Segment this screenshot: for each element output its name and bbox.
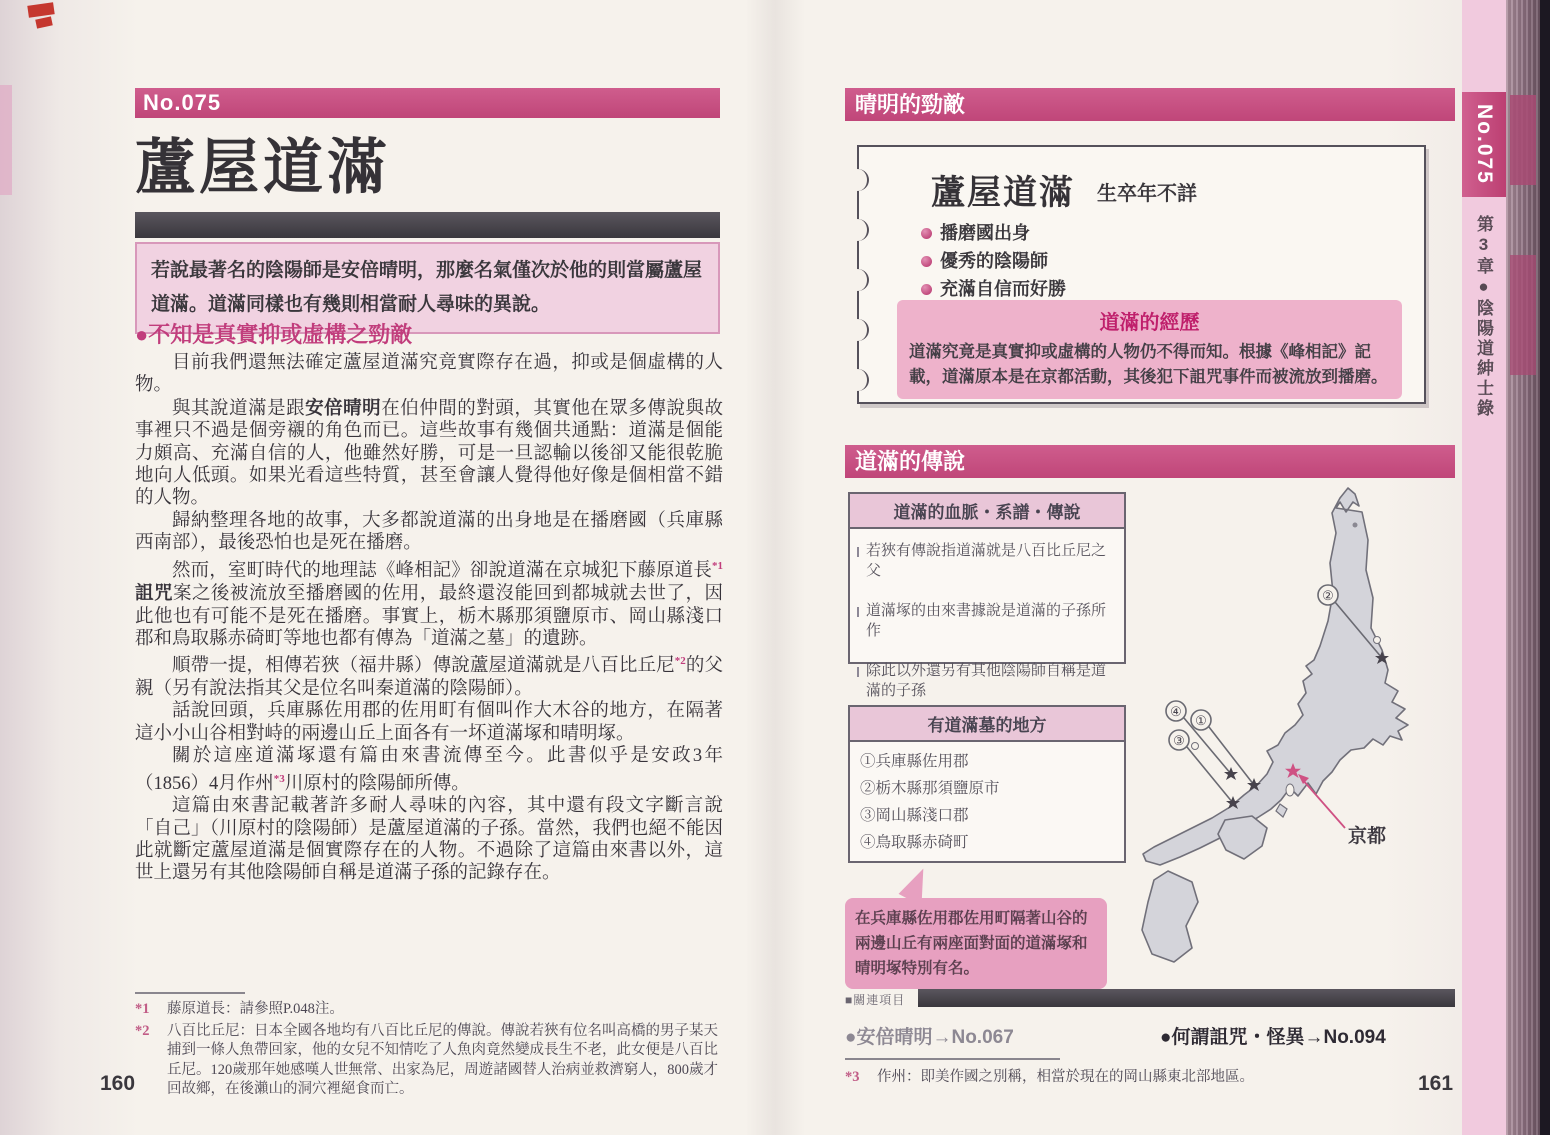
- scan-background: [1540, 0, 1550, 1135]
- page-number-left: 160: [100, 1072, 136, 1095]
- card-dates: 生卒年不詳: [1097, 183, 1197, 205]
- map-dot: [1353, 523, 1358, 528]
- related-items-label: ■關連項目: [845, 993, 906, 1007]
- fore-edge-tab-ink: [1510, 95, 1536, 185]
- paragraph: 目前我們還無法確定蘆屋道滿究竟實際存在過，抑或是個虛構的人物。: [135, 353, 723, 396]
- trait-label: 播磨國出身: [940, 223, 1030, 243]
- entry-number-tag: [135, 88, 720, 118]
- book-fore-edge: [1506, 0, 1540, 1135]
- map-shikoku: [1218, 816, 1267, 859]
- trait-label: 充滿自信而好勝: [940, 279, 1066, 299]
- map-kyushu: [1142, 871, 1198, 962]
- trait-item: [921, 275, 1084, 303]
- map-dot: [1374, 637, 1381, 644]
- svg-text:①: ①: [1195, 713, 1207, 728]
- profile-card: [857, 145, 1426, 404]
- footnote: [135, 1022, 720, 1100]
- lineage-box-title: 道滿的血脈・系譜・傳說: [850, 494, 1124, 529]
- trait-label: 優秀的陰陽師: [940, 251, 1048, 271]
- footnote: [135, 1000, 720, 1020]
- page-title: 蘆屋道滿: [135, 134, 391, 201]
- svg-text:②: ②: [1322, 588, 1334, 603]
- lineage-item: 道滿塚的由來書據說是道滿的子孫所作: [850, 601, 1124, 641]
- map-line-3: [1187, 747, 1233, 803]
- bullet-dot-icon: [921, 284, 932, 295]
- lineage-item: 若狹有傳說指道滿就是八百比丘尼之父: [850, 541, 1124, 581]
- footnotes: [135, 1000, 720, 1100]
- graves-box-title: 有道滿墓的地方: [850, 707, 1124, 742]
- footnote: [845, 1068, 1445, 1088]
- lineage-box: [848, 492, 1126, 699]
- trait-item: [921, 247, 1084, 275]
- footnote-text: 藤原道長：請參照P.048注。: [167, 1001, 344, 1017]
- edge-bleed: [0, 85, 12, 195]
- right-footnote-divider: [845, 1058, 1060, 1060]
- grave-item: ①兵庫縣佐用郡: [860, 753, 969, 770]
- map-awaji-island: [1276, 804, 1287, 817]
- bio-box: [897, 300, 1402, 399]
- map-marker-2: [1318, 585, 1338, 605]
- paragraph: 歸納整理各地的故事，大多都說道滿的出身地是在播磨國（兵庫縣西南部），最後恐怕也是死在播磨。: [135, 510, 723, 554]
- footnote-marker: *1: [135, 1001, 150, 1017]
- left-page: [135, 88, 720, 334]
- related-link-seimei: ●安倍晴明→No.067: [845, 1027, 1014, 1048]
- map-lake: [1286, 784, 1294, 796]
- page-number-right: 161: [1418, 1072, 1454, 1095]
- footnote-text: 作州：即美作國之別稱，相當於現在的岡山縣東北部地區。: [877, 1069, 1254, 1085]
- trait-item: [921, 219, 1084, 247]
- paragraph: 然而，室町時代的地理誌《峰相記》卻說道滿在京城犯下藤原道長$^{*1}$詛咒案之後被流放至播磨國的佐用，最終還沒能回到都城就去世了，因此他也有可能不是死在播磨。事實上，栃木縣那須鹽原市、岡山縣淺口郡和鳥取縣赤碕町等地也都有傳為「道滿之墓」的遺跡。: [135, 559, 723, 650]
- map-dot: [1192, 743, 1199, 750]
- kyoto-arrow-line: [1302, 779, 1345, 828]
- scan-red-mark: [35, 16, 53, 28]
- paragraph: 順帶一提，相傳若狹（福井縣）傳說蘆屋道滿就是八百比丘尼$^{*2}$的父親（另有說法指其父是位名叫秦道滿的陰陽師）。: [135, 655, 723, 699]
- map-marker-3: [1169, 730, 1189, 750]
- ticket-notch: [847, 169, 869, 191]
- grave-item: ③岡山縣淺口郡: [860, 807, 969, 824]
- intro-box: 若說最著名的陰陽師是安倍晴明，那麼名氣僅次於他的則當屬蘆屋道滿。道滿同樣也有幾則相當耐人尋味的異說。: [135, 242, 720, 334]
- fore-edge-tab-ink: [1510, 255, 1536, 375]
- grave-item: ④鳥取縣赤碕町: [860, 834, 969, 851]
- section-bar-rivals: 晴明的勁敵: [845, 88, 1455, 121]
- gutter-shadow: [745, 0, 805, 1135]
- graves-box: [848, 705, 1126, 863]
- chapter-tab-number: No.075: [1462, 92, 1506, 197]
- chapter-tab-title: 第3章●陰陽道紳士錄: [1474, 215, 1493, 419]
- section-heading: ●不知是真實抑或虛構之勁敵: [135, 322, 413, 347]
- bio-text: 道滿究竟是真實抑或虛構的人物仍不得而知。根據《峰相記》記載，道滿原本是在京都活動，其後犯下詛咒事件而被流放到播磨。: [909, 343, 1388, 386]
- map-marker-4: [1166, 701, 1186, 721]
- card-name: 蘆屋道滿: [931, 174, 1075, 212]
- grave-item: ②栃木縣那須鹽原市: [860, 780, 1000, 797]
- bio-title: 道滿的經歷: [1099, 312, 1200, 334]
- ticket-notch: [847, 369, 869, 391]
- lineage-item: 除此以外還另有其他陰陽師自稱是道滿的子孫: [850, 661, 1124, 701]
- paragraph: 關於這座道滿塚還有篇由來書流傳至今。此書似乎是安政3年（1856）4月作州$^{*3}$川原村的陰陽師所傳。: [135, 746, 723, 794]
- ticket-notch: [847, 269, 869, 291]
- title-underline-bar: [135, 212, 720, 238]
- japan-map: [1140, 478, 1460, 990]
- section-bar-legends: 道滿的傳說: [845, 445, 1455, 478]
- chapter-tab-strip: [1462, 0, 1506, 1135]
- bullet-dot-icon: [921, 228, 932, 239]
- bullet-dot-icon: [921, 256, 932, 267]
- paragraph: 這篇由來書記載著許多耐人尋味的內容，其中還有段文字斷言說「自己」（川原村的陰陽師）是蘆屋道滿的子孫。當然，我們也絕不能因此就斷定蘆屋道滿是個實際存在的人物。不過除了這篇由來書以外，這世上還另有其他陰陽師自稱是道滿子孫的記錄存在。: [135, 796, 723, 884]
- callout-note: 在兵庫縣佐用郡佐用町隔著山谷的兩邊山丘有兩座面對面的道滿塚和晴明塚特別有名。: [845, 898, 1107, 989]
- entry-number-label: No.075: [143, 90, 222, 115]
- related-items-bar: [918, 989, 1455, 1007]
- footnote-marker: *3: [845, 1069, 860, 1085]
- kyoto-label: 京都: [1348, 826, 1387, 847]
- body-text: [135, 352, 723, 885]
- paragraph: 話說回頭，兵庫縣佐用郡的佐用町有個叫作大木谷的地方，在隔著這小小山谷相對峙的兩邊山丘上面各有一坏道滿塚和晴明塚。: [135, 701, 723, 744]
- ticket-notch: [847, 319, 869, 341]
- svg-text:③: ③: [1173, 733, 1185, 748]
- footnote-text: 八百比丘尼：日本全國各地均有八百比丘尼的傳說。傳說若狹有位名叫高橋的男子某天捕到一條人魚帶回家，他的女兒不知情吃了人魚肉竟然變成長生不老，此女便是八百比丘尼。120歲那年她感嘆人世無常、出家為尼，周遊諸國替人治病並救濟窮人，800歲才回故鄉，在後瀨山的洞穴裡絕食而亡。: [167, 1022, 718, 1097]
- ticket-notch: [847, 219, 869, 241]
- paragraph: 與其說道滿是跟安倍晴明在伯仲間的對頭，其實他在眾多傳說與故事裡只不過是個旁襯的角色而已。這些故事有幾個共通點：道滿是個能力頗高、充滿自信的人，他雖然好勝，可是一旦認輸以後卻又能很乾脆地向人低頭。如果光看這些特質，甚至會讓人覺得他好像是個相當不錯的人物。: [135, 396, 723, 509]
- footnote-marker: *2: [135, 1022, 150, 1039]
- svg-text:④: ④: [1170, 704, 1182, 719]
- footnote-divider: [135, 992, 245, 994]
- map-marker-1: [1191, 710, 1211, 730]
- related-link-curse: ●何謂詛咒・怪異→No.094: [1160, 1027, 1386, 1048]
- map-honshu: [1143, 488, 1408, 865]
